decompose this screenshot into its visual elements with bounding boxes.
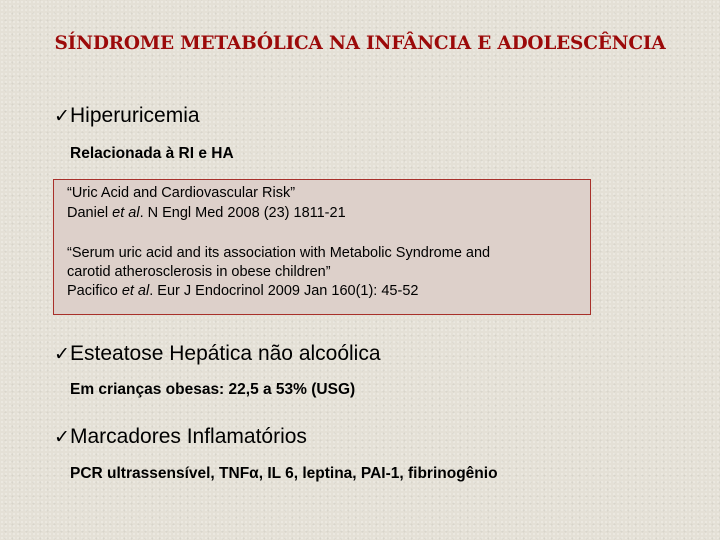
slide-title: SÍNDROME METABÓLICA NA INFÂNCIA E ADOLESCÊNCIA bbox=[54, 33, 666, 54]
bullet-subtext: Em crianças obesas: 22,5 a 53% (USG) bbox=[70, 381, 356, 398]
reference-1-citation bbox=[67, 204, 346, 223]
reference-2-citation bbox=[67, 282, 418, 301]
checkmark-icon: ✓ bbox=[54, 106, 70, 127]
reference-author: Pacifico bbox=[67, 283, 118, 299]
reference-etal: et al bbox=[112, 205, 140, 221]
subtext-part: , IL 6, leptina, PAI-1, fibrinogênio bbox=[258, 465, 498, 482]
bullet-subtext bbox=[70, 465, 498, 483]
reference-source: . N Engl Med 2008 (23) 1811-21 bbox=[139, 205, 346, 221]
bullet-heading: Hiperuricemia bbox=[70, 104, 200, 127]
bullet-heading: Marcadores Inflamatórios bbox=[70, 425, 307, 448]
reference-2-title-line2: carotid atherosclerosis in obese children” bbox=[67, 264, 331, 280]
reference-1-title: “Uric Acid and Cardiovascular Risk” bbox=[67, 185, 296, 201]
subtext-part: PCR ultrassensível, TNF bbox=[70, 465, 250, 482]
bullet-subtext: Relacionada à RI e HA bbox=[70, 145, 234, 162]
bullet-heading: Esteatose Hepática não alcoólica bbox=[70, 342, 381, 365]
references-box bbox=[53, 179, 591, 315]
alpha-symbol: α bbox=[249, 465, 259, 482]
bullet-esteatose bbox=[54, 342, 381, 366]
checkmark-icon: ✓ bbox=[54, 344, 70, 365]
reference-etal: et al bbox=[121, 283, 150, 299]
checkmark-icon: ✓ bbox=[54, 427, 70, 448]
bullet-marcadores bbox=[54, 425, 307, 449]
bullet-hiperuricemia bbox=[54, 104, 200, 128]
reference-2-title-line1: “Serum uric acid and its association with Metabolic Syndrome and bbox=[67, 245, 491, 261]
reference-author: Daniel bbox=[67, 205, 109, 221]
reference-source: . Eur J Endocrinol 2009 Jan 160(1): 45-52 bbox=[149, 283, 419, 299]
